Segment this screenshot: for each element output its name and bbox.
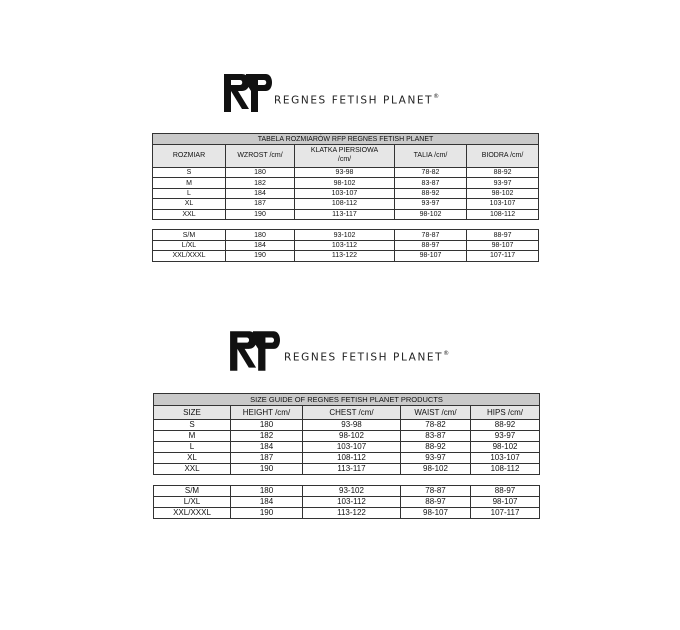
- column-header: HIPS /cm/: [471, 406, 540, 420]
- table-cell: 93-98: [295, 168, 395, 178]
- table-cell: 103-107: [467, 199, 539, 209]
- brand-name: REGNES FETISH PLANET®: [274, 92, 440, 107]
- table-cell: 88-92: [401, 442, 471, 453]
- table-cell: 88-97: [471, 486, 540, 497]
- size-cell: XXL/XXXL: [153, 251, 226, 261]
- column-header: CHEST /cm/: [303, 406, 401, 420]
- rfp-monogram-icon: [222, 72, 272, 114]
- table-gap: [154, 475, 540, 486]
- table-cell: 103-112: [295, 240, 395, 250]
- table-row: [153, 209, 539, 219]
- table-cell: 98-102: [303, 431, 401, 442]
- size-cell: S: [153, 168, 226, 178]
- table-cell: 93-102: [295, 230, 395, 240]
- table-cell: 108-112: [303, 453, 401, 464]
- table-row: [154, 464, 540, 475]
- table-row: [154, 431, 540, 442]
- table-cell: 98-102: [401, 464, 471, 475]
- table-cell: 187: [231, 453, 303, 464]
- table-cell: 78-87: [395, 230, 467, 240]
- column-header: HEIGHT /cm/: [231, 406, 303, 420]
- size-cell: S: [154, 420, 231, 431]
- table-cell: 103-107: [295, 188, 395, 198]
- table-title: TABELA ROZMIARÓW RFP REGNES FETISH PLANET: [153, 134, 539, 145]
- table-row: [154, 453, 540, 464]
- table-cell: 83-87: [401, 431, 471, 442]
- table-cell: 108-112: [295, 199, 395, 209]
- table-cell: 98-102: [471, 442, 540, 453]
- table-cell: 108-112: [467, 209, 539, 219]
- table-cell: 98-102: [395, 209, 467, 219]
- table-gap-cell: [154, 475, 540, 486]
- brand-name: REGNES FETISH PLANET®: [284, 349, 450, 364]
- table-cell: 93-97: [467, 178, 539, 188]
- table-cell: 93-97: [401, 453, 471, 464]
- column-header: BIODRA /cm/: [467, 145, 539, 168]
- size-table-polish: [152, 133, 539, 262]
- table-cell: 184: [226, 188, 295, 198]
- table-cell: 180: [231, 420, 303, 431]
- table-row: [153, 178, 539, 188]
- table-gap: [153, 219, 539, 229]
- table-cell: 93-98: [303, 420, 401, 431]
- table-cell: 88-92: [467, 168, 539, 178]
- size-cell: S/M: [154, 486, 231, 497]
- table-cell: 98-107: [471, 497, 540, 508]
- table-cell: 190: [226, 209, 295, 219]
- table-cell: 184: [231, 442, 303, 453]
- size-cell: XXL/XXXL: [154, 508, 231, 519]
- table-row: [153, 251, 539, 261]
- size-cell: M: [154, 431, 231, 442]
- table-cell: 98-107: [467, 240, 539, 250]
- table-row: [153, 199, 539, 209]
- table-cell: 103-107: [471, 453, 540, 464]
- table-cell: 93-102: [303, 486, 401, 497]
- rfp-monogram-icon: [228, 329, 280, 373]
- size-cell: L/XL: [153, 240, 226, 250]
- table-cell: 180: [231, 486, 303, 497]
- table-cell: 98-107: [401, 508, 471, 519]
- size-cell: L: [154, 442, 231, 453]
- size-cell: XL: [154, 453, 231, 464]
- table-cell: 88-97: [395, 240, 467, 250]
- size-cell: M: [153, 178, 226, 188]
- table-cell: 98-102: [295, 178, 395, 188]
- size-cell: S/M: [153, 230, 226, 240]
- column-header: WAIST /cm/: [401, 406, 471, 420]
- table-cell: 98-102: [467, 188, 539, 198]
- table-gap-cell: [153, 219, 539, 229]
- brand-logo-bottom: [228, 329, 449, 373]
- column-header: KLATKA PIERSIOWA /cm/: [295, 145, 395, 168]
- size-table-english: [153, 393, 540, 519]
- table-cell: 190: [231, 464, 303, 475]
- size-cell: L: [153, 188, 226, 198]
- table-cell: 78-82: [401, 420, 471, 431]
- table-cell: 113-117: [303, 464, 401, 475]
- table-cell: 113-122: [303, 508, 401, 519]
- column-header: WZROST /cm/: [226, 145, 295, 168]
- size-cell: XL: [153, 199, 226, 209]
- table-cell: 184: [231, 497, 303, 508]
- table-row: [154, 508, 540, 519]
- table-cell: 93-97: [471, 431, 540, 442]
- table-cell: 180: [226, 230, 295, 240]
- table-row: [154, 420, 540, 431]
- table-cell: 182: [226, 178, 295, 188]
- table-cell: 184: [226, 240, 295, 250]
- table-cell: 108-112: [471, 464, 540, 475]
- column-header: TALIA /cm/: [395, 145, 467, 168]
- table-cell: 103-112: [303, 497, 401, 508]
- table-cell: 107-117: [467, 251, 539, 261]
- table-cell: 190: [226, 251, 295, 261]
- table-cell: 83-87: [395, 178, 467, 188]
- table-cell: 98-107: [395, 251, 467, 261]
- column-header: SIZE: [154, 406, 231, 420]
- column-header: ROZMIAR: [153, 145, 226, 168]
- table-cell: 107-117: [471, 508, 540, 519]
- table-cell: 88-92: [471, 420, 540, 431]
- table-cell: 88-97: [467, 230, 539, 240]
- table-row: [153, 230, 539, 240]
- table-row: [153, 168, 539, 178]
- table-cell: 190: [231, 508, 303, 519]
- table-title: SIZE GUIDE OF REGNES FETISH PLANET PRODUCTS: [154, 394, 540, 406]
- table-cell: 182: [231, 431, 303, 442]
- brand-logo-top: [222, 72, 439, 114]
- table-row: [153, 240, 539, 250]
- size-cell: XXL: [154, 464, 231, 475]
- table-cell: 103-107: [303, 442, 401, 453]
- table-cell: 93-97: [395, 199, 467, 209]
- table-cell: 78-82: [395, 168, 467, 178]
- table-cell: 78-87: [401, 486, 471, 497]
- table-cell: 113-117: [295, 209, 395, 219]
- table-row: [154, 497, 540, 508]
- table-cell: 180: [226, 168, 295, 178]
- table-cell: 88-97: [401, 497, 471, 508]
- size-cell: XXL: [153, 209, 226, 219]
- table-row: [154, 486, 540, 497]
- table-row: [154, 442, 540, 453]
- table-cell: 113-122: [295, 251, 395, 261]
- table-cell: 88-92: [395, 188, 467, 198]
- table-cell: 187: [226, 199, 295, 209]
- size-cell: L/XL: [154, 497, 231, 508]
- table-row: [153, 188, 539, 198]
